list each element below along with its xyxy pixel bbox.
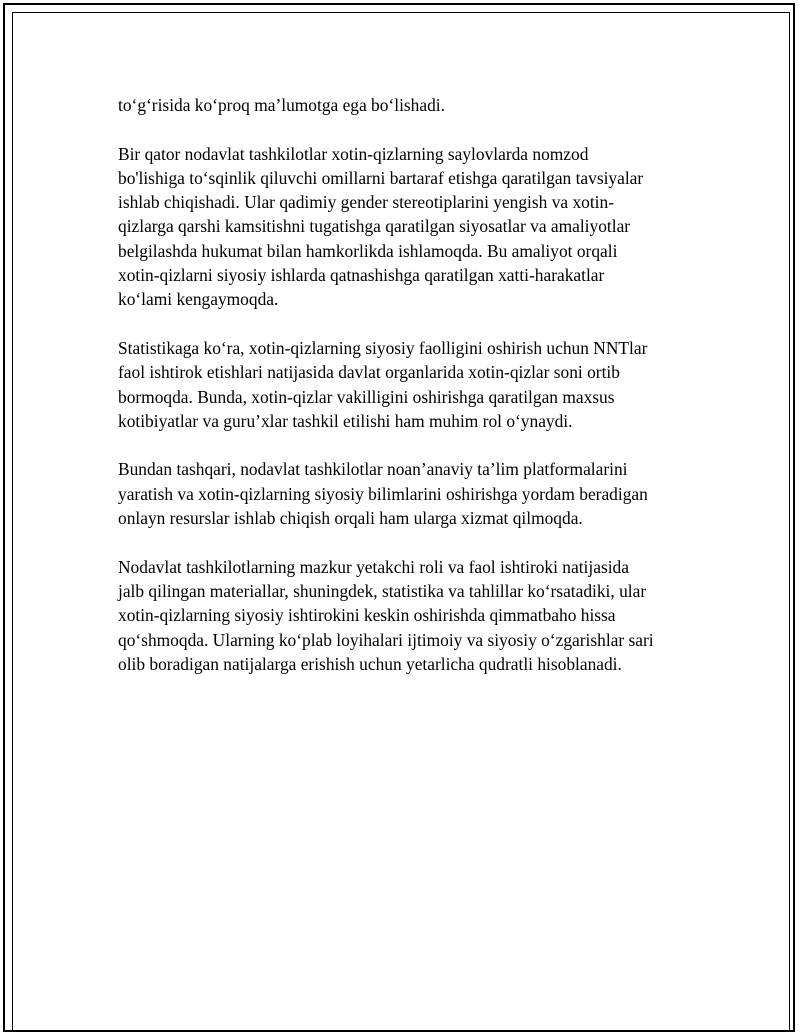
text-line: to‘g‘risida ko‘proq ma’lumotga ega bo‘lishadi.	[118, 95, 445, 115]
paragraph-2	[118, 142, 698, 312]
paragraph-3	[118, 336, 698, 433]
text-line: ishlab chiqishadi. Ular qadimiy gender stereotiplarini yengish va xotin-	[118, 192, 614, 213]
text-line: bo'lishiga to‘sqinlik qiluvchi omillarni bartaraf etishga qaratilgan tavsiyalar	[118, 167, 644, 188]
text-line: Bir qator nodavlat tashkilotlar xotin-qizlarning saylovlarda nomzod	[118, 143, 589, 164]
document-body	[118, 93, 698, 700]
text-line: onlayn resurslar ishlab chiqish orqali ham ularga xizmat qilmoqda.	[118, 508, 583, 529]
text-line: Statistikaga ko‘ra, xotin-qizlarning siyosiy faolligini oshirish uchun NNTlar	[118, 337, 648, 358]
text-line: jalb qilingan materiallar, shuningdek, statistika va tahlillar ko‘rsatadiki, ular	[118, 580, 647, 601]
text-line: xotin-qizlarning siyosiy ishtirokini keskin oshirishda qimmatbaho hissa	[118, 605, 616, 626]
text-line: bormoqda. Bunda, xotin-qizlar vakilligini oshirishga qaratilgan maxsus	[118, 386, 615, 407]
text-line: xotin-qizlarni siyosiy ishlarda qatnashishga qaratilgan xatti-harakatlar	[118, 265, 605, 286]
text-line: faol ishtirok etishlari natijasida davlat organlarida xotin-qizlar soni ortib	[118, 362, 620, 383]
text-line: Bundan tashqari, nodavlat tashkilotlar noan’anaviy ta’lim platformalarini	[118, 459, 628, 480]
text-line: belgilashda hukumat bilan hamkorlikda ishlamoqda. Bu amaliyot orqali	[118, 240, 618, 261]
text-line: ko‘lami kengaymoqda.	[118, 289, 279, 310]
text-line: yaratish va xotin-qizlarning siyosiy bilimlarini oshirishga yordam beradigan	[118, 483, 648, 504]
text-line: kotibiyatlar va guru’xlar tashkil etilishi ham muhim rol o‘ynaydi.	[118, 410, 573, 431]
text-line: olib boradigan natijalarga erishish uchun yetarlicha qudratli hisoblanadi.	[118, 653, 622, 674]
text-line: qo‘shmoqda. Ularning ko‘plab loyihalari ijtimoiy va siyosiy o‘zgarishlar sari	[118, 629, 654, 650]
paragraph-5	[118, 555, 698, 676]
paragraph-1	[118, 93, 698, 117]
text-line: qizlarga qarshi kamsitishni tugatishga qaratilgan siyosatlar va amaliyotlar	[118, 216, 631, 237]
paragraph-4	[118, 457, 698, 530]
text-line: Nodavlat tashkilotlarning mazkur yetakchi roli va faol ishtiroki natijasida	[118, 556, 629, 577]
